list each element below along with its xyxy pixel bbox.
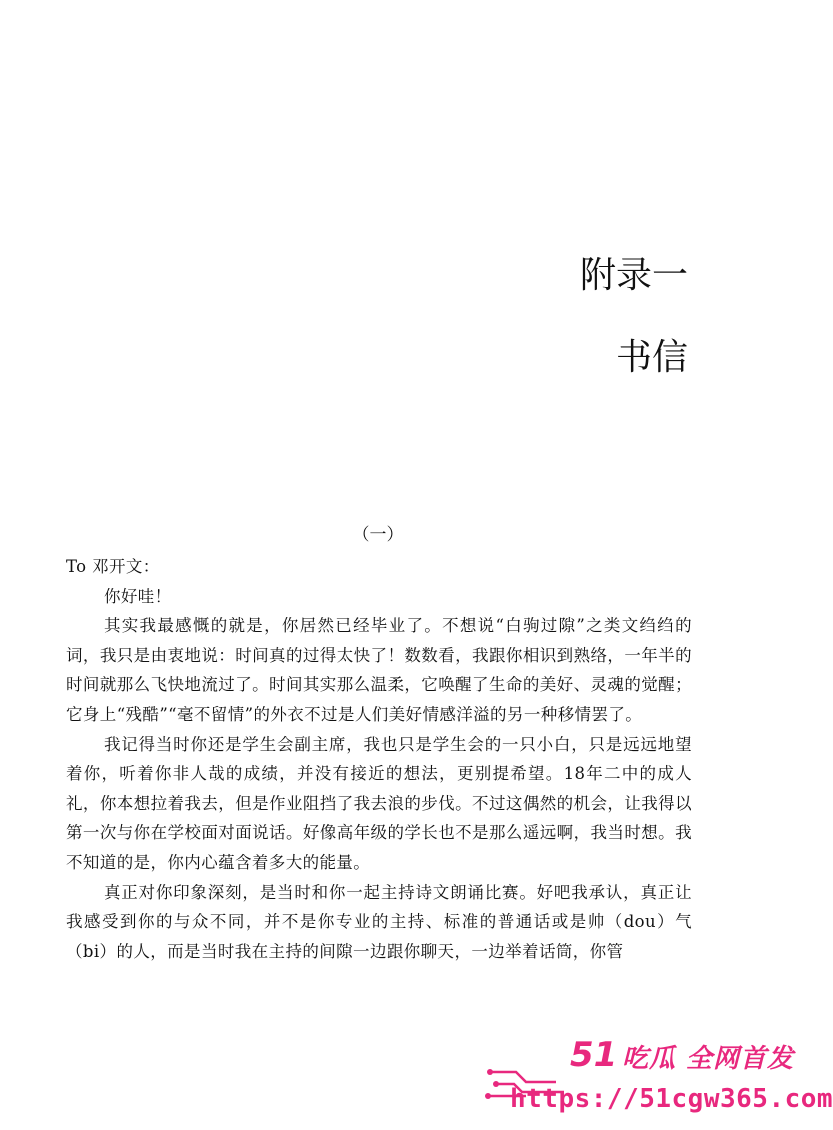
letter-greeting: 你好哇！: [103, 586, 172, 606]
letter-paragraph: 其实我最感慨的就是，你居然已经毕业了。不想说“白驹过隙”之类文绉绉的词，我只是由衷地说：时间真的过得太快了！数数看，我跟你相识到熟络，一年半的时间就那么飞快地流过了。时间其实那么温柔，它唤醒了生命的美好、灵魂的觉醒；它身上“残酷”“毫不留情”的外衣不过是人们美好情感洋溢的另一种移情罢了。: [66, 616, 692, 724]
watermark: [486, 1034, 833, 1126]
letter-paragraph: 真正对你印象深刻，是当时和你一起主持诗文朗诵比赛。好吧我承认，真正让我感受到你的与众不同，并不是你专业的主持、标准的普通话或是帅（dou）气（bi）的人，而是当时我在主持的间隙一边跟你聊天，一边举着话筒，你管: [66, 882, 692, 961]
section-number: （一）: [352, 525, 404, 545]
chapter-title: [388, 254, 688, 380]
watermark-url: https://51cgw365.com: [510, 1084, 833, 1114]
letter-paragraph: 我记得当时你还是学生会副主席，我也只是学生会的一只小白，只是远远地望着你，听着你非人哉的成绩，并没有接近的想法，更别提希望。18年二中的成人礼，你本想拉着我去，但是作业阻挡了我去浪的步伐。不过这偶然的机会，让我得以第一次与你在学校面对面说话。好像高年级的学长也不是那么遥远啊，我当时想。我不知道的是，你内心蕴含着多大的能量。: [66, 734, 692, 872]
letter-salutation: To 邓开文：: [66, 557, 160, 576]
letter-body: [66, 552, 692, 966]
chapter-title-line2: 书信: [615, 337, 688, 378]
watermark-slogan: 吃瓜 全网首发: [622, 1044, 795, 1074]
watermark-logo: 51: [570, 1035, 618, 1075]
chapter-title-line1: 附录一: [579, 255, 688, 296]
